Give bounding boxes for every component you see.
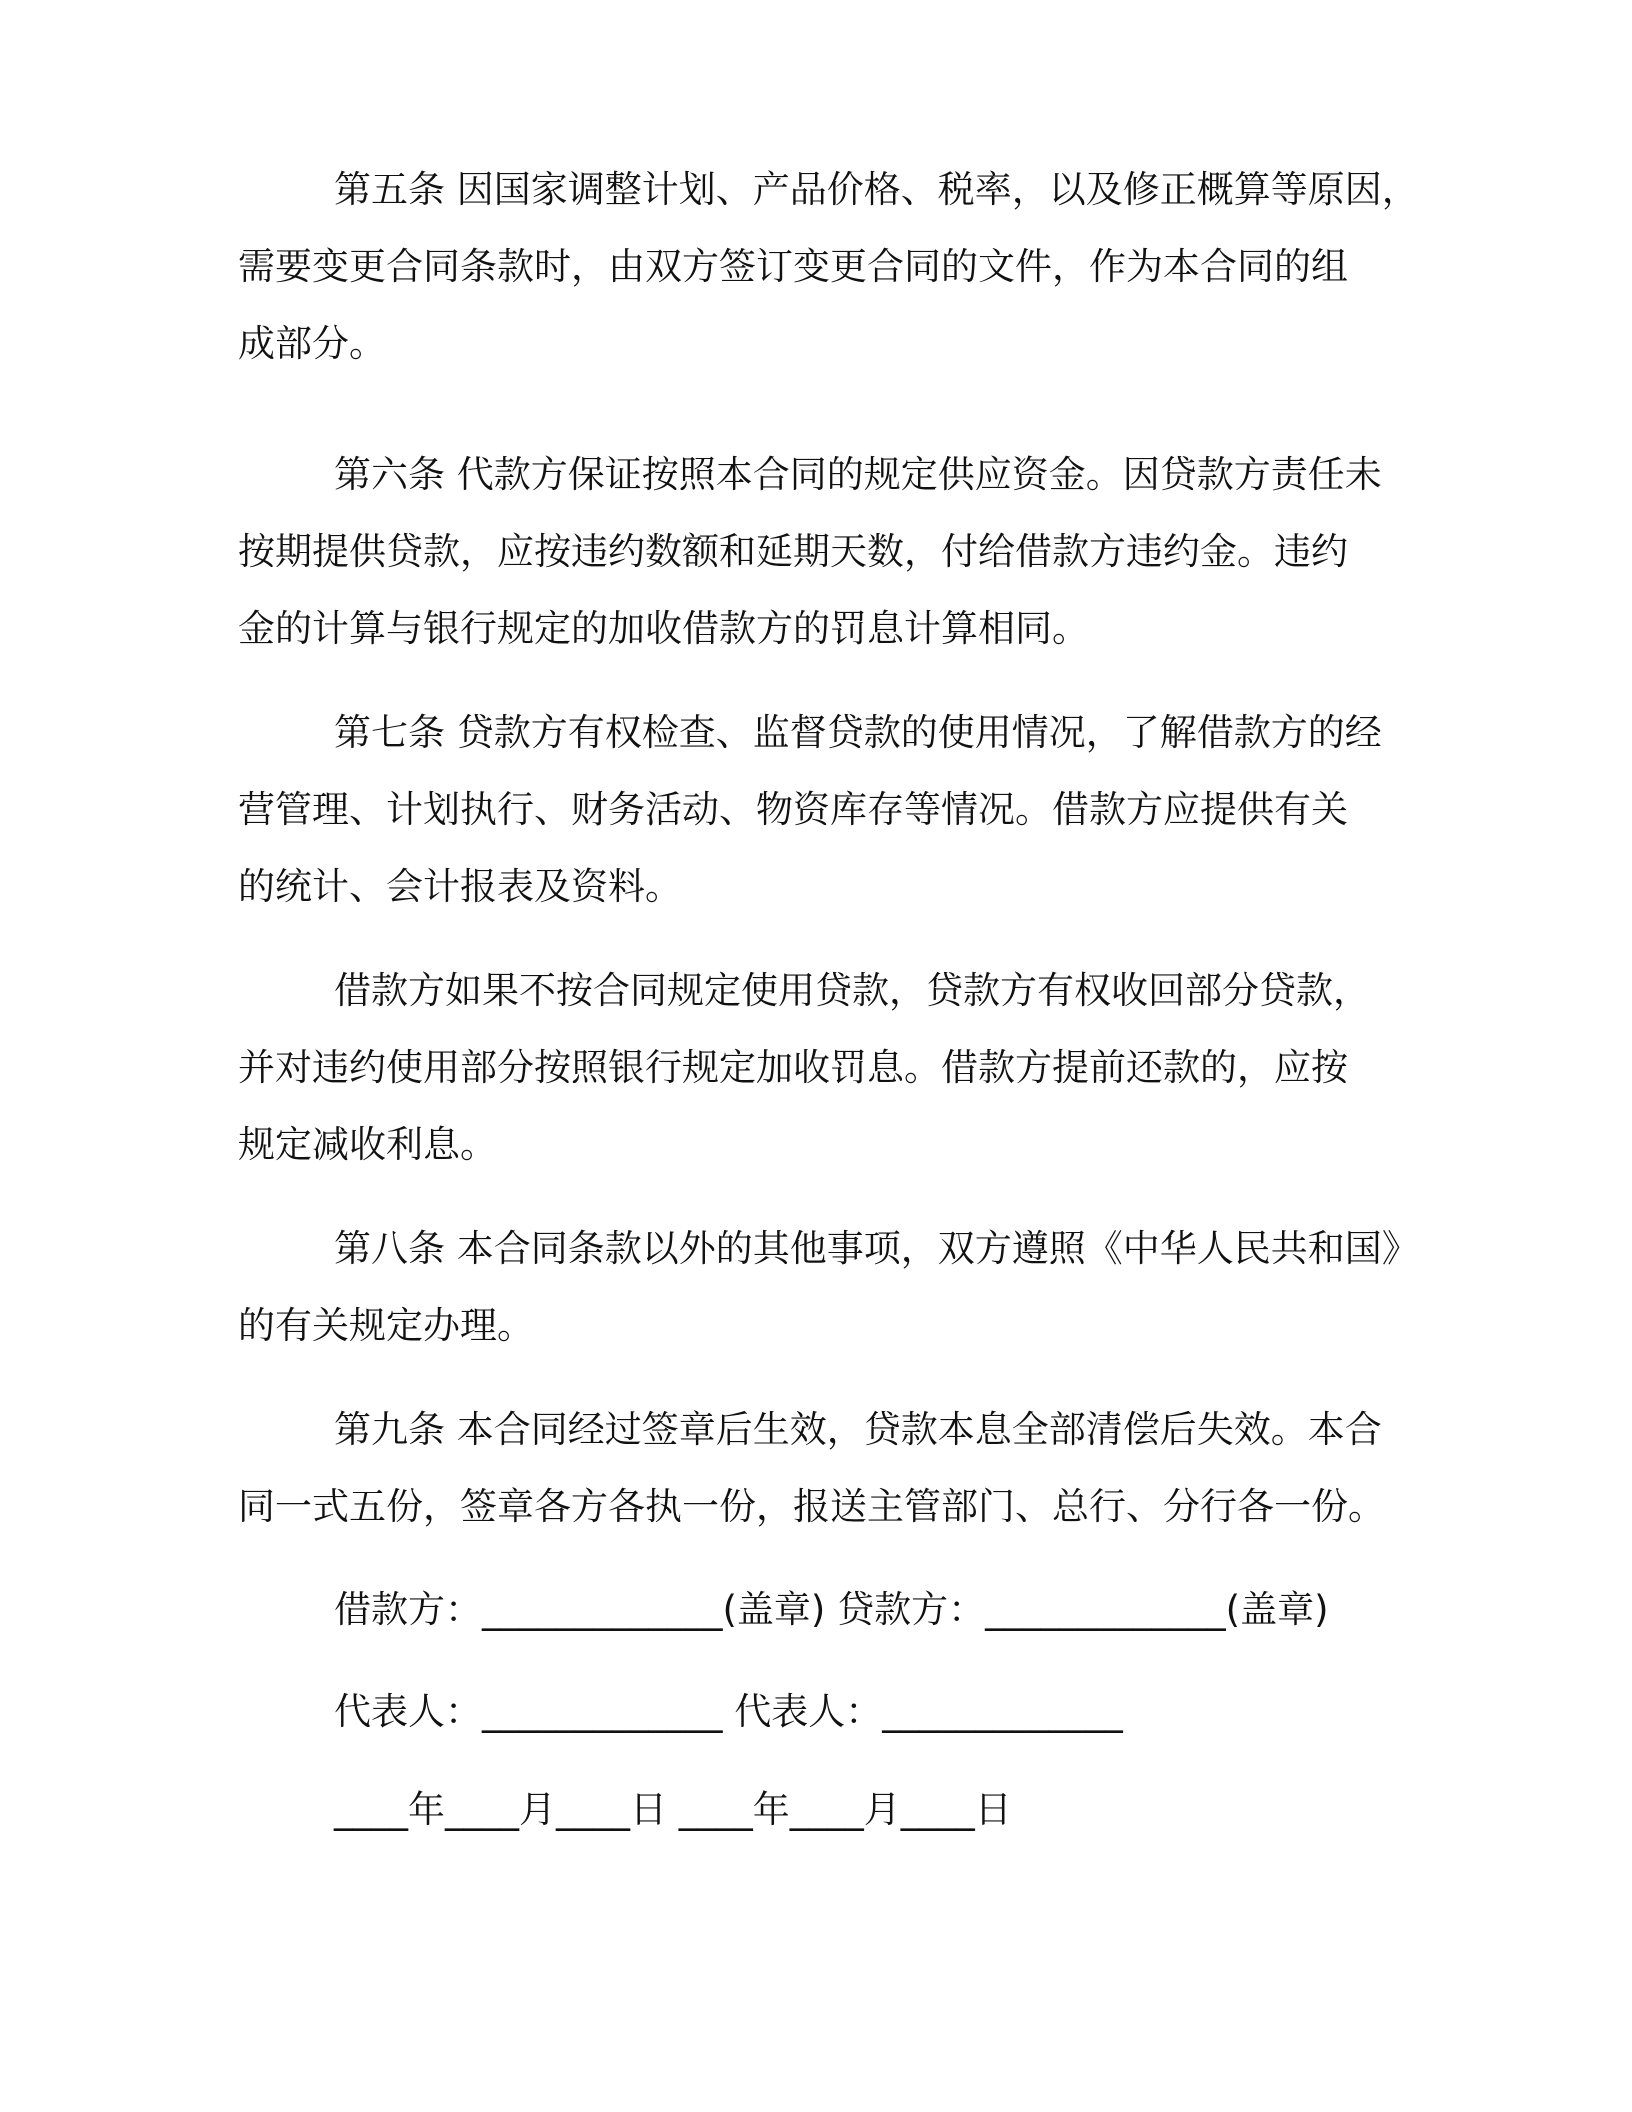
article-8-line-2: 的有关规定办理。 [238,1304,534,1347]
signature-dates-line: ____年____月____日 ____年____月____日 [334,1788,1012,1831]
article-5-line-1: 第五条 因国家调整计划、产品价格、税率，以及修正概算等原因， [334,168,1419,211]
article-6 [238,436,1438,667]
article-5-line-2: 需要变更合同条款时，由双方签订变更合同的文件，作为本合同的组 [238,245,1348,288]
signature-parties-line: 借款方：_____________(盖章) 贷款方：_____________(盖章) [334,1588,1329,1631]
article-5-line-3: 成部分。 [238,322,386,365]
article-7-continuation [238,952,1438,1183]
article-6-line-2: 按期提供贷款，应按违约数额和延期天数，付给借款方违约金。违约 [238,530,1348,573]
article-6-line-3: 金的计算与银行规定的加收借款方的罚息计算相同。 [238,607,1089,650]
article-5 [238,151,1438,382]
article-7 [238,694,1438,925]
article-9-line-1: 第九条 本合同经过签章后生效，贷款本息全部清偿后失效。本合 [334,1408,1382,1451]
article-9-line-2: 同一式五份，签章各方各执一份，报送主管部门、总行、分行各一份。 [238,1485,1385,1528]
article-8 [238,1210,1438,1364]
article-7-continuation-line-1: 借款方如果不按合同规定使用贷款，贷款方有权收回部分贷款， [334,969,1370,1012]
article-7-continuation-line-3: 规定减收利息。 [238,1123,497,1166]
article-7-line-3: 的统计、会计报表及资料。 [238,865,682,908]
article-9 [238,1391,1438,1545]
article-7-line-1: 第七条 贷款方有权检查、监督贷款的使用情况，了解借款方的经 [334,711,1382,754]
article-7-continuation-line-2: 并对违约使用部分按照银行规定加收罚息。借款方提前还款的，应按 [238,1046,1348,1089]
article-8-line-1: 第八条 本合同条款以外的其他事项，双方遵照《中华人民共和国》 [334,1227,1419,1270]
article-7-line-2: 营管理、计划执行、财务活动、物资库存等情况。借款方应提供有关 [238,788,1348,831]
signature-representatives-line: 代表人：_____________ 代表人：_____________ [334,1690,1123,1733]
article-6-line-1: 第六条 代款方保证按照本合同的规定供应资金。因贷款方责任未 [334,453,1382,496]
